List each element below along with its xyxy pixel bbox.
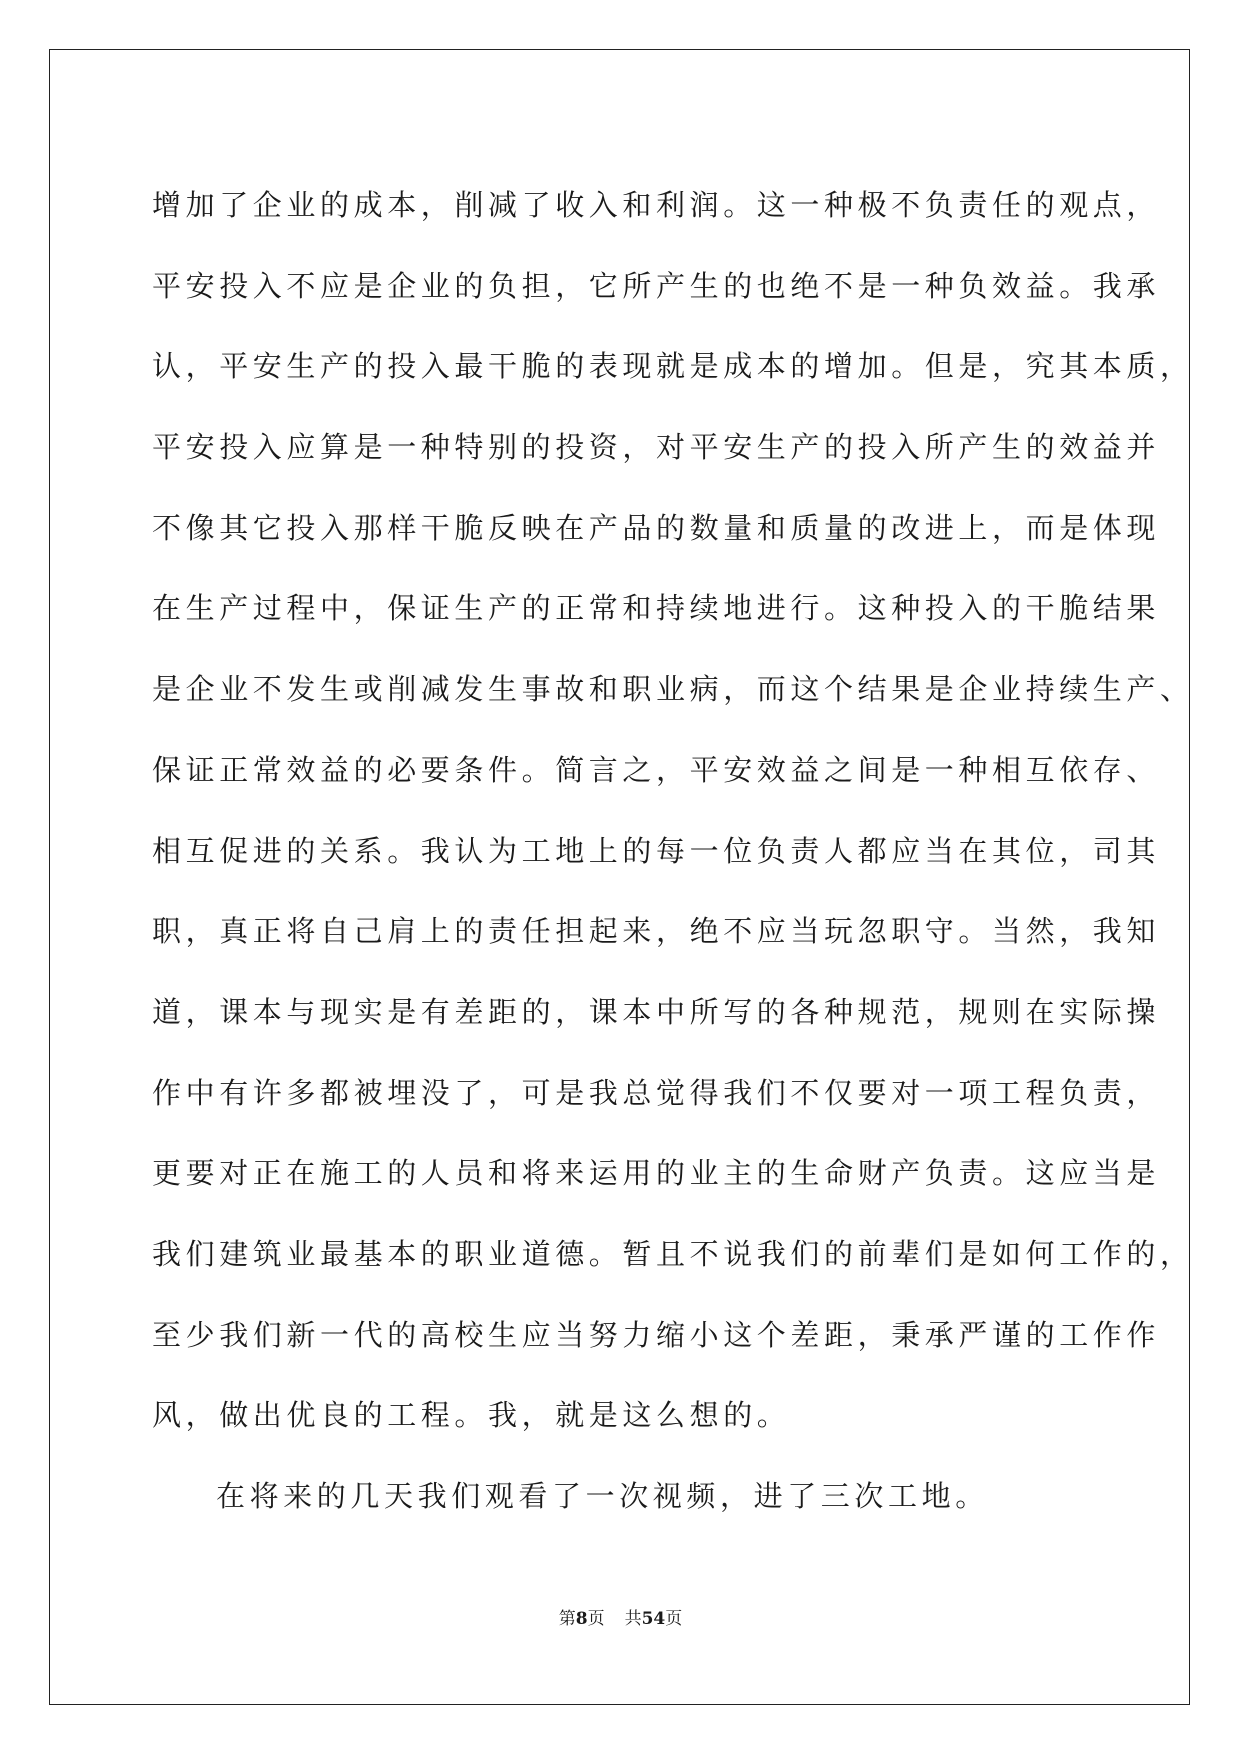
text-line: 认，平安生产的投入最干脆的表现就是成本的增加。但是，究其本质， <box>152 349 1194 384</box>
total-pages: 54 <box>641 1609 666 1629</box>
text-line: 平安投入应算是一种特别的投资，对平安生产的投入所产生的效益并 <box>152 430 1161 465</box>
text-line: 是企业不发生或削减发生事故和职业病，而这个结果是企业持续生产、 <box>152 672 1194 707</box>
page-suffix: 页 <box>587 1609 605 1629</box>
page-number: 8 <box>575 1609 588 1629</box>
text-line: 不像其它投入那样干脆反映在产品的数量和质量的改进上，而是体现 <box>152 510 1161 545</box>
text-line: 保证正常效益的必要条件。简言之，平安效益之间是一种相互依存、 <box>152 752 1161 787</box>
text-line: 风，做出优良的工程。我，就是这么想的。 <box>152 1398 791 1433</box>
text-line: 在生产过程中，保证生产的正常和持续地进行。这种投入的干脆结果 <box>152 591 1161 626</box>
text-line: 平安投入不应是企业的负担，它所产生的也绝不是一种负效益。我承 <box>152 268 1161 303</box>
text-line: 增加了企业的成本，削减了收入和利润。这一种极不负责任的观点， <box>152 188 1161 222</box>
body-text <box>152 165 1194 1537</box>
paragraph-first-line: 在将来的几天我们观看了一次视频，进了三次工地。 <box>216 1479 989 1513</box>
page-footer <box>0 1604 1241 1629</box>
text-line: 相互促进的关系。我认为工地上的每一位负责人都应当在其位，司其 <box>152 833 1161 868</box>
text-line: 更要对正在施工的人员和将来运用的业主的生命财产负责。这应当是 <box>152 1156 1161 1191</box>
text-line: 职，真正将自己肩上的责任担起来，绝不应当玩忽职守。当然，我知 <box>152 914 1161 949</box>
text-line: 道，课本与现实是有差距的，课本中所写的各种规范，规则在实际操 <box>152 994 1161 1029</box>
total-prefix: 共 <box>624 1609 642 1629</box>
total-suffix: 页 <box>665 1609 683 1629</box>
page-prefix: 第 <box>558 1609 576 1629</box>
text-line: 我们建筑业最基本的职业道德。暂且不说我们的前辈们是如何工作的， <box>152 1236 1194 1271</box>
text-line: 作中有许多都被埋没了，可是我总觉得我们不仅要对一项工程负责， <box>152 1075 1161 1110</box>
text-line: 至少我们新一代的高校生应当努力缩小这个差距，秉承严谨的工作作 <box>152 1317 1161 1352</box>
